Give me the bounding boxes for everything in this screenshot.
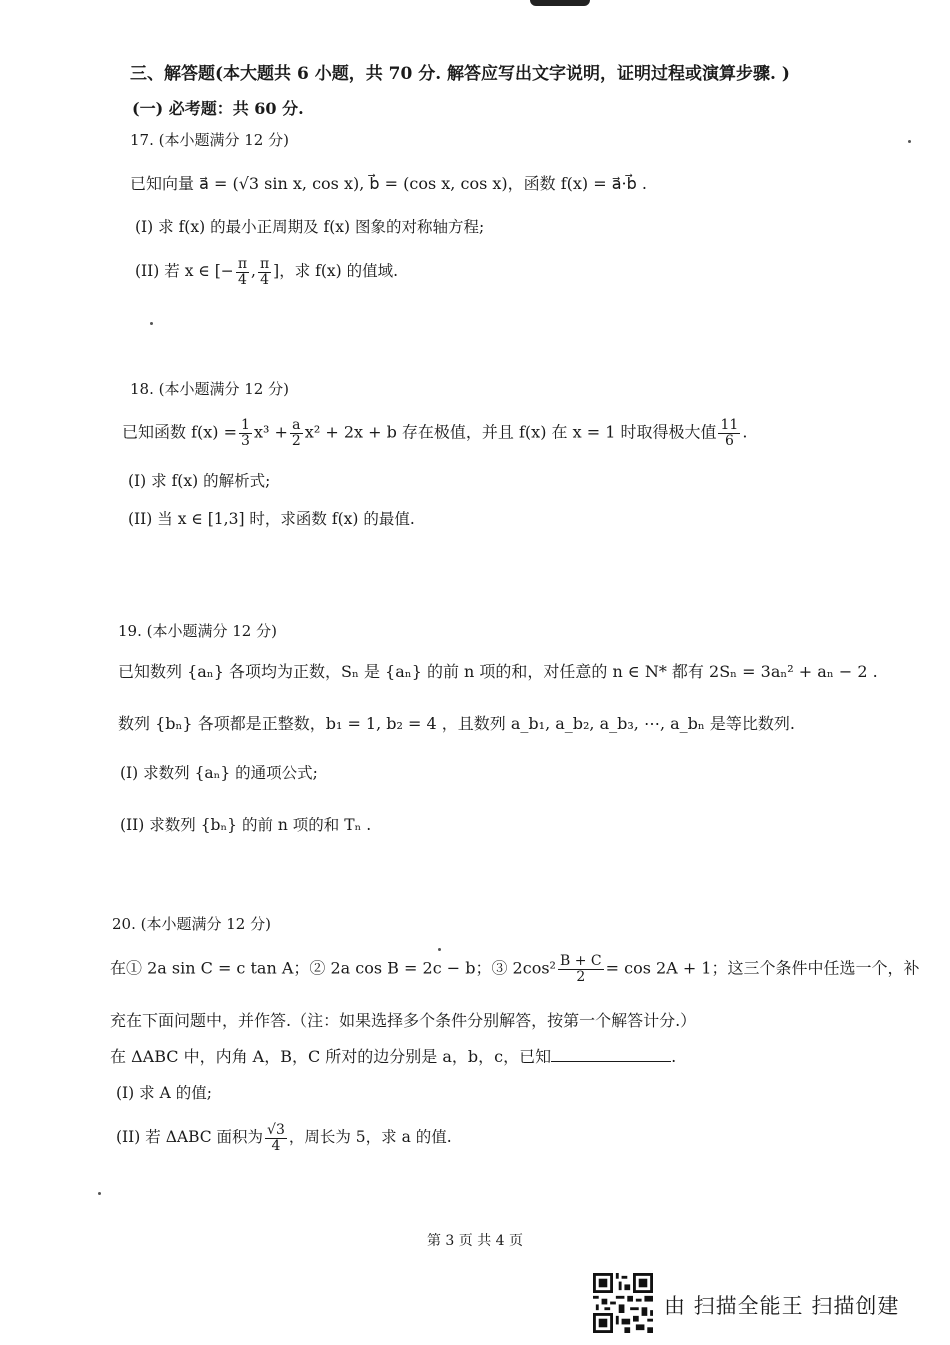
q20-fraction-bc (558, 954, 604, 984)
q17-stem: 已知向量 a⃗ = (√3 sin x, cos x), b⃗ = (cos x, cos x)，函数 f(x) = a⃗·b⃗ . (130, 174, 647, 193)
scan-speck (438, 948, 441, 951)
comma: , (251, 262, 256, 281)
q17-part1: (I) 求 f(x) 的最小正周期及 f(x) 图象的对称轴方程; (135, 218, 485, 236)
q20-conditions (110, 954, 920, 984)
fraction-numerator: B + C (559, 953, 602, 969)
fraction-denominator: 6 (724, 432, 734, 449)
q20-part2-pre: (II) 若 ΔABC 面积为 (116, 1128, 264, 1147)
q18-header: 18. (本小题满分 12 分) (130, 380, 289, 398)
scan-speck (98, 1192, 101, 1195)
fraction-denominator: 2 (291, 432, 301, 449)
q17-fraction-upper (258, 257, 271, 287)
section-subheading: (一) 必考题：共 60 分. (132, 99, 304, 118)
q18-stem (122, 418, 747, 448)
q17-part2 (135, 257, 398, 287)
fraction-denominator: 4 (260, 271, 270, 288)
q20-line1-post: = cos 2A + 1；这三个条件中任选一个，补 (605, 958, 920, 978)
q17-part2-post: ]，求 f(x) 的值域. (273, 262, 399, 281)
q18-stem-post: . (742, 422, 748, 442)
q20-problem (110, 1047, 676, 1066)
q20-header: 20. (本小题满分 12 分) (112, 915, 271, 933)
q20-instruction: 充在下面问题中，并作答.（注：如果选择多个条件分别解答，按第一个解答计分.） (110, 1011, 697, 1030)
fraction-denominator: 4 (237, 271, 247, 288)
q20-fraction-area (265, 1123, 287, 1153)
q20-line1-pre: 在① 2a sin C = c tan A；② 2a cos B = 2c − b；③ 2cos² (110, 958, 556, 978)
q17-part2-pre: (II) 若 x ∈ [− (135, 262, 234, 281)
q19-stem1: 已知数列 {aₙ} 各项均为正数，Sₙ 是 {aₙ} 的前 n 项的和，对任意的 n ∈ N* 都有 2Sₙ = 3aₙ² + aₙ − 2 . (118, 662, 878, 681)
fraction-numerator: π (259, 256, 270, 272)
qr-code-icon (593, 1273, 653, 1333)
q20-line3-post: . (671, 1047, 677, 1066)
answer-blank (551, 1047, 671, 1062)
fraction-denominator: 2 (576, 968, 586, 985)
q20-part1: (I) 求 A 的值; (116, 1084, 212, 1102)
q18-stem-mid1: x³ + (253, 422, 288, 442)
scan-artifact (530, 0, 590, 6)
q18-fraction-1 (239, 418, 252, 448)
q20-part2-post: ，周长为 5，求 a 的值. (288, 1128, 452, 1147)
scanner-watermark: 由 扫描全能王 扫描创建 (664, 1294, 900, 1318)
fraction-numerator: π (237, 256, 248, 272)
fraction-numerator: √3 (267, 1122, 285, 1138)
q19-stem2: 数列 {bₙ} 各项都是正整数，b₁ = 1, b₂ = 4 ，且数列 a_b₁, a_b₂, a_b₃, ⋯, a_bₙ 是等比数列. (118, 714, 796, 733)
q18-stem-pre: 已知函数 f(x) = (122, 422, 238, 442)
page-footer: 第 3 页 共 4 页 (426, 1233, 524, 1249)
fraction-numerator: a (292, 417, 301, 433)
fraction-denominator: 3 (241, 432, 250, 449)
fraction-denominator: 4 (271, 1137, 281, 1154)
q17-header: 17. (本小题满分 12 分) (130, 131, 289, 149)
q18-fraction-2 (290, 418, 303, 448)
fraction-numerator: 1 (241, 417, 250, 433)
q19-part2: (II) 求数列 {bₙ} 的前 n 项的和 Tₙ . (120, 816, 372, 834)
q18-part1: (I) 求 f(x) 的解析式; (128, 472, 271, 490)
q17-fraction-lower (236, 257, 249, 287)
q19-part1: (I) 求数列 {aₙ} 的通项公式; (120, 764, 318, 782)
q18-part2: (II) 当 x ∈ [1,3] 时，求函数 f(x) 的最值. (128, 510, 415, 528)
q18-stem-mid2: x² + 2x + b 存在极值，并且 f(x) 在 x = 1 时取得极大值 (304, 422, 717, 442)
scan-speck (908, 140, 911, 143)
q20-part2 (116, 1123, 452, 1153)
q19-header: 19. (本小题满分 12 分) (118, 622, 277, 640)
q18-fraction-3 (718, 418, 740, 448)
section-heading: 三、解答题(本大题共 6 小题，共 70 分. 解答应写出文字说明，证明过程或演算步骤. ) (130, 64, 790, 84)
fraction-numerator: 11 (720, 417, 739, 433)
q20-line3-pre: 在 ΔABC 中，内角 A，B，C 所对的边分别是 a，b，c，已知 (110, 1047, 552, 1066)
scan-speck (150, 322, 153, 325)
